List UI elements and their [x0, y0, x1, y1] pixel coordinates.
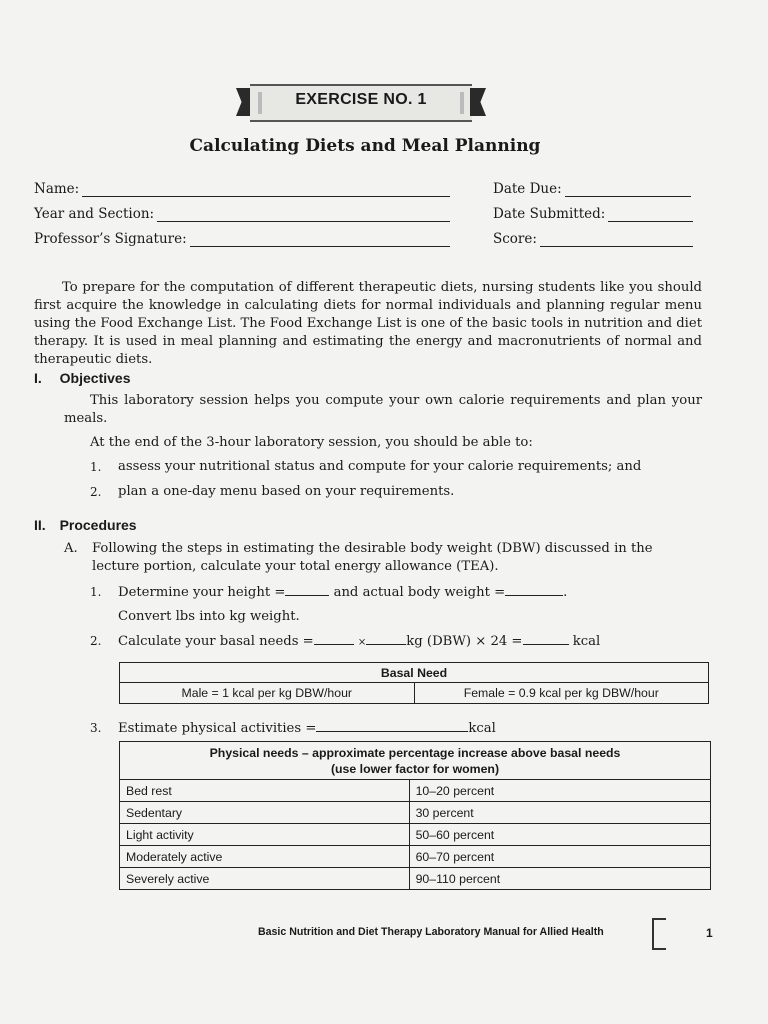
weight-blank[interactable] [505, 583, 563, 596]
physical-activities-label: Estimate physical activities = [118, 721, 317, 736]
professor-signature-line[interactable] [190, 232, 450, 247]
date-submitted-line[interactable] [608, 207, 693, 222]
objective-item-1-num: 1. [90, 460, 102, 474]
page-number-box [652, 916, 748, 950]
score-line[interactable] [540, 232, 693, 247]
procedure-a-text: Following the steps in estimating the desirable body weight (DBW) discussed in the lecture portion, calculate your total energy allowance (TEA). [92, 541, 653, 574]
percent-cell: 30 percent [409, 802, 710, 824]
step-1-period: . [563, 585, 568, 600]
procedures-title: Procedures [59, 517, 137, 533]
date-due-label: Date Due: [493, 181, 562, 197]
basal-male: Male = 1 kcal per kg DBW/hour [120, 683, 415, 704]
score-field[interactable] [493, 231, 693, 247]
procedures-heading [34, 517, 137, 533]
objectives-para2: At the end of the 3-hour laboratory session, you should be able to: [90, 435, 533, 450]
objectives-title: Objectives [59, 370, 131, 386]
name-label: Name: [34, 181, 80, 197]
page-number: 1 [706, 926, 713, 940]
objectives-para1: This laboratory session helps you compute your own calorie requirements and plan your meals. [64, 393, 702, 426]
basal-result-blank[interactable] [523, 632, 569, 645]
basal-female: Female = 0.9 kcal per kg DBW/hour [414, 683, 709, 704]
procedures-numeral: II. [34, 517, 46, 533]
name-line[interactable] [82, 182, 450, 197]
table-row [120, 846, 711, 868]
basal-blank-1[interactable] [314, 632, 354, 645]
name-field[interactable] [34, 181, 450, 197]
percent-cell: 10–20 percent [409, 780, 710, 802]
objectives-heading [34, 370, 131, 386]
step-1 [90, 583, 568, 602]
physical-unit: kcal [468, 721, 496, 736]
year-section-line[interactable] [157, 207, 450, 222]
professor-signature-field[interactable] [34, 231, 450, 247]
physical-needs-header [120, 742, 711, 780]
percent-cell: 90–110 percent [409, 868, 710, 890]
basal-need-table [119, 662, 709, 704]
activity-cell: Moderately active [120, 846, 410, 868]
table-row [120, 780, 711, 802]
step-2-num: 2. [90, 634, 102, 648]
date-due-field[interactable] [493, 181, 691, 197]
objective-item-1 [90, 458, 642, 477]
percent-cell: 50–60 percent [409, 824, 710, 846]
activity-cell: Sedentary [120, 802, 410, 824]
height-blank[interactable] [285, 583, 329, 596]
weight-label: and actual body weight = [333, 585, 506, 600]
page-title: Calculating Diets and Meal Planning [189, 136, 541, 156]
exercise-banner [236, 84, 486, 120]
activity-cell: Severely active [120, 868, 410, 890]
physical-needs-table [119, 741, 711, 890]
objective-item-2-num: 2. [90, 485, 102, 499]
activity-cell: Light activity [120, 824, 410, 846]
basal-need-header: Basal Need [120, 663, 709, 683]
basal-blank-2[interactable] [366, 632, 406, 645]
procedure-a-label: A. [64, 541, 78, 556]
percent-cell: 60–70 percent [409, 846, 710, 868]
objective-item-2-text: plan a one-day menu based on your requirements. [118, 484, 455, 499]
physical-needs-header-line2: (use lower factor for women) [330, 761, 500, 776]
date-submitted-label: Date Submitted: [493, 206, 606, 222]
objective-item-1-text: assess your nutritional status and compute for your calorie requirements; and [118, 459, 642, 474]
intro-text: To prepare for the computation of different therapeutic diets, nursing students like you should first acquire the knowledge in calculating diets for normal individuals and planning regular menu using the Food Exchange List. The Food Exchange List is one of the basic tools in nutrition and diet therapy. It is used in meal planning and estimating the energy and macronutrients of normal and therapeutic diets. [34, 280, 702, 367]
objectives-numeral: I. [34, 370, 42, 386]
score-label: Score: [493, 231, 537, 247]
dbw-formula: kg (DBW) × 24 = [406, 634, 523, 649]
intro-paragraph [34, 279, 702, 369]
step-3-num: 3. [90, 721, 102, 735]
bracket-icon [652, 918, 666, 950]
table-row [120, 868, 711, 890]
step-1-num: 1. [90, 585, 102, 599]
step-1-line2: Convert lbs into kg weight. [118, 609, 300, 624]
step-3 [90, 719, 496, 738]
table-row [120, 802, 711, 824]
step-2 [90, 632, 601, 651]
date-due-line[interactable] [565, 182, 691, 197]
objective-item-2 [90, 483, 455, 502]
times-sign: × [357, 637, 367, 648]
year-section-field[interactable] [34, 206, 450, 222]
year-section-label: Year and Section: [34, 206, 155, 222]
footer-title: Basic Nutrition and Diet Therapy Laboratory Manual for Allied Health [258, 926, 604, 938]
physical-needs-header-line1: Physical needs – approximate percentage increase above basal needs [209, 745, 621, 760]
table-row [120, 824, 711, 846]
height-label: Determine your height = [118, 585, 286, 600]
exercise-number: EXERCISE NO. 1 [295, 91, 427, 108]
physical-activities-blank[interactable] [316, 719, 468, 732]
basal-unit: kcal [572, 634, 601, 649]
basal-needs-label: Calculate your basal needs = [118, 634, 314, 649]
date-submitted-field[interactable] [493, 206, 693, 222]
activity-cell: Bed rest [120, 780, 410, 802]
professor-signature-label: Professor’s Signature: [34, 231, 187, 247]
